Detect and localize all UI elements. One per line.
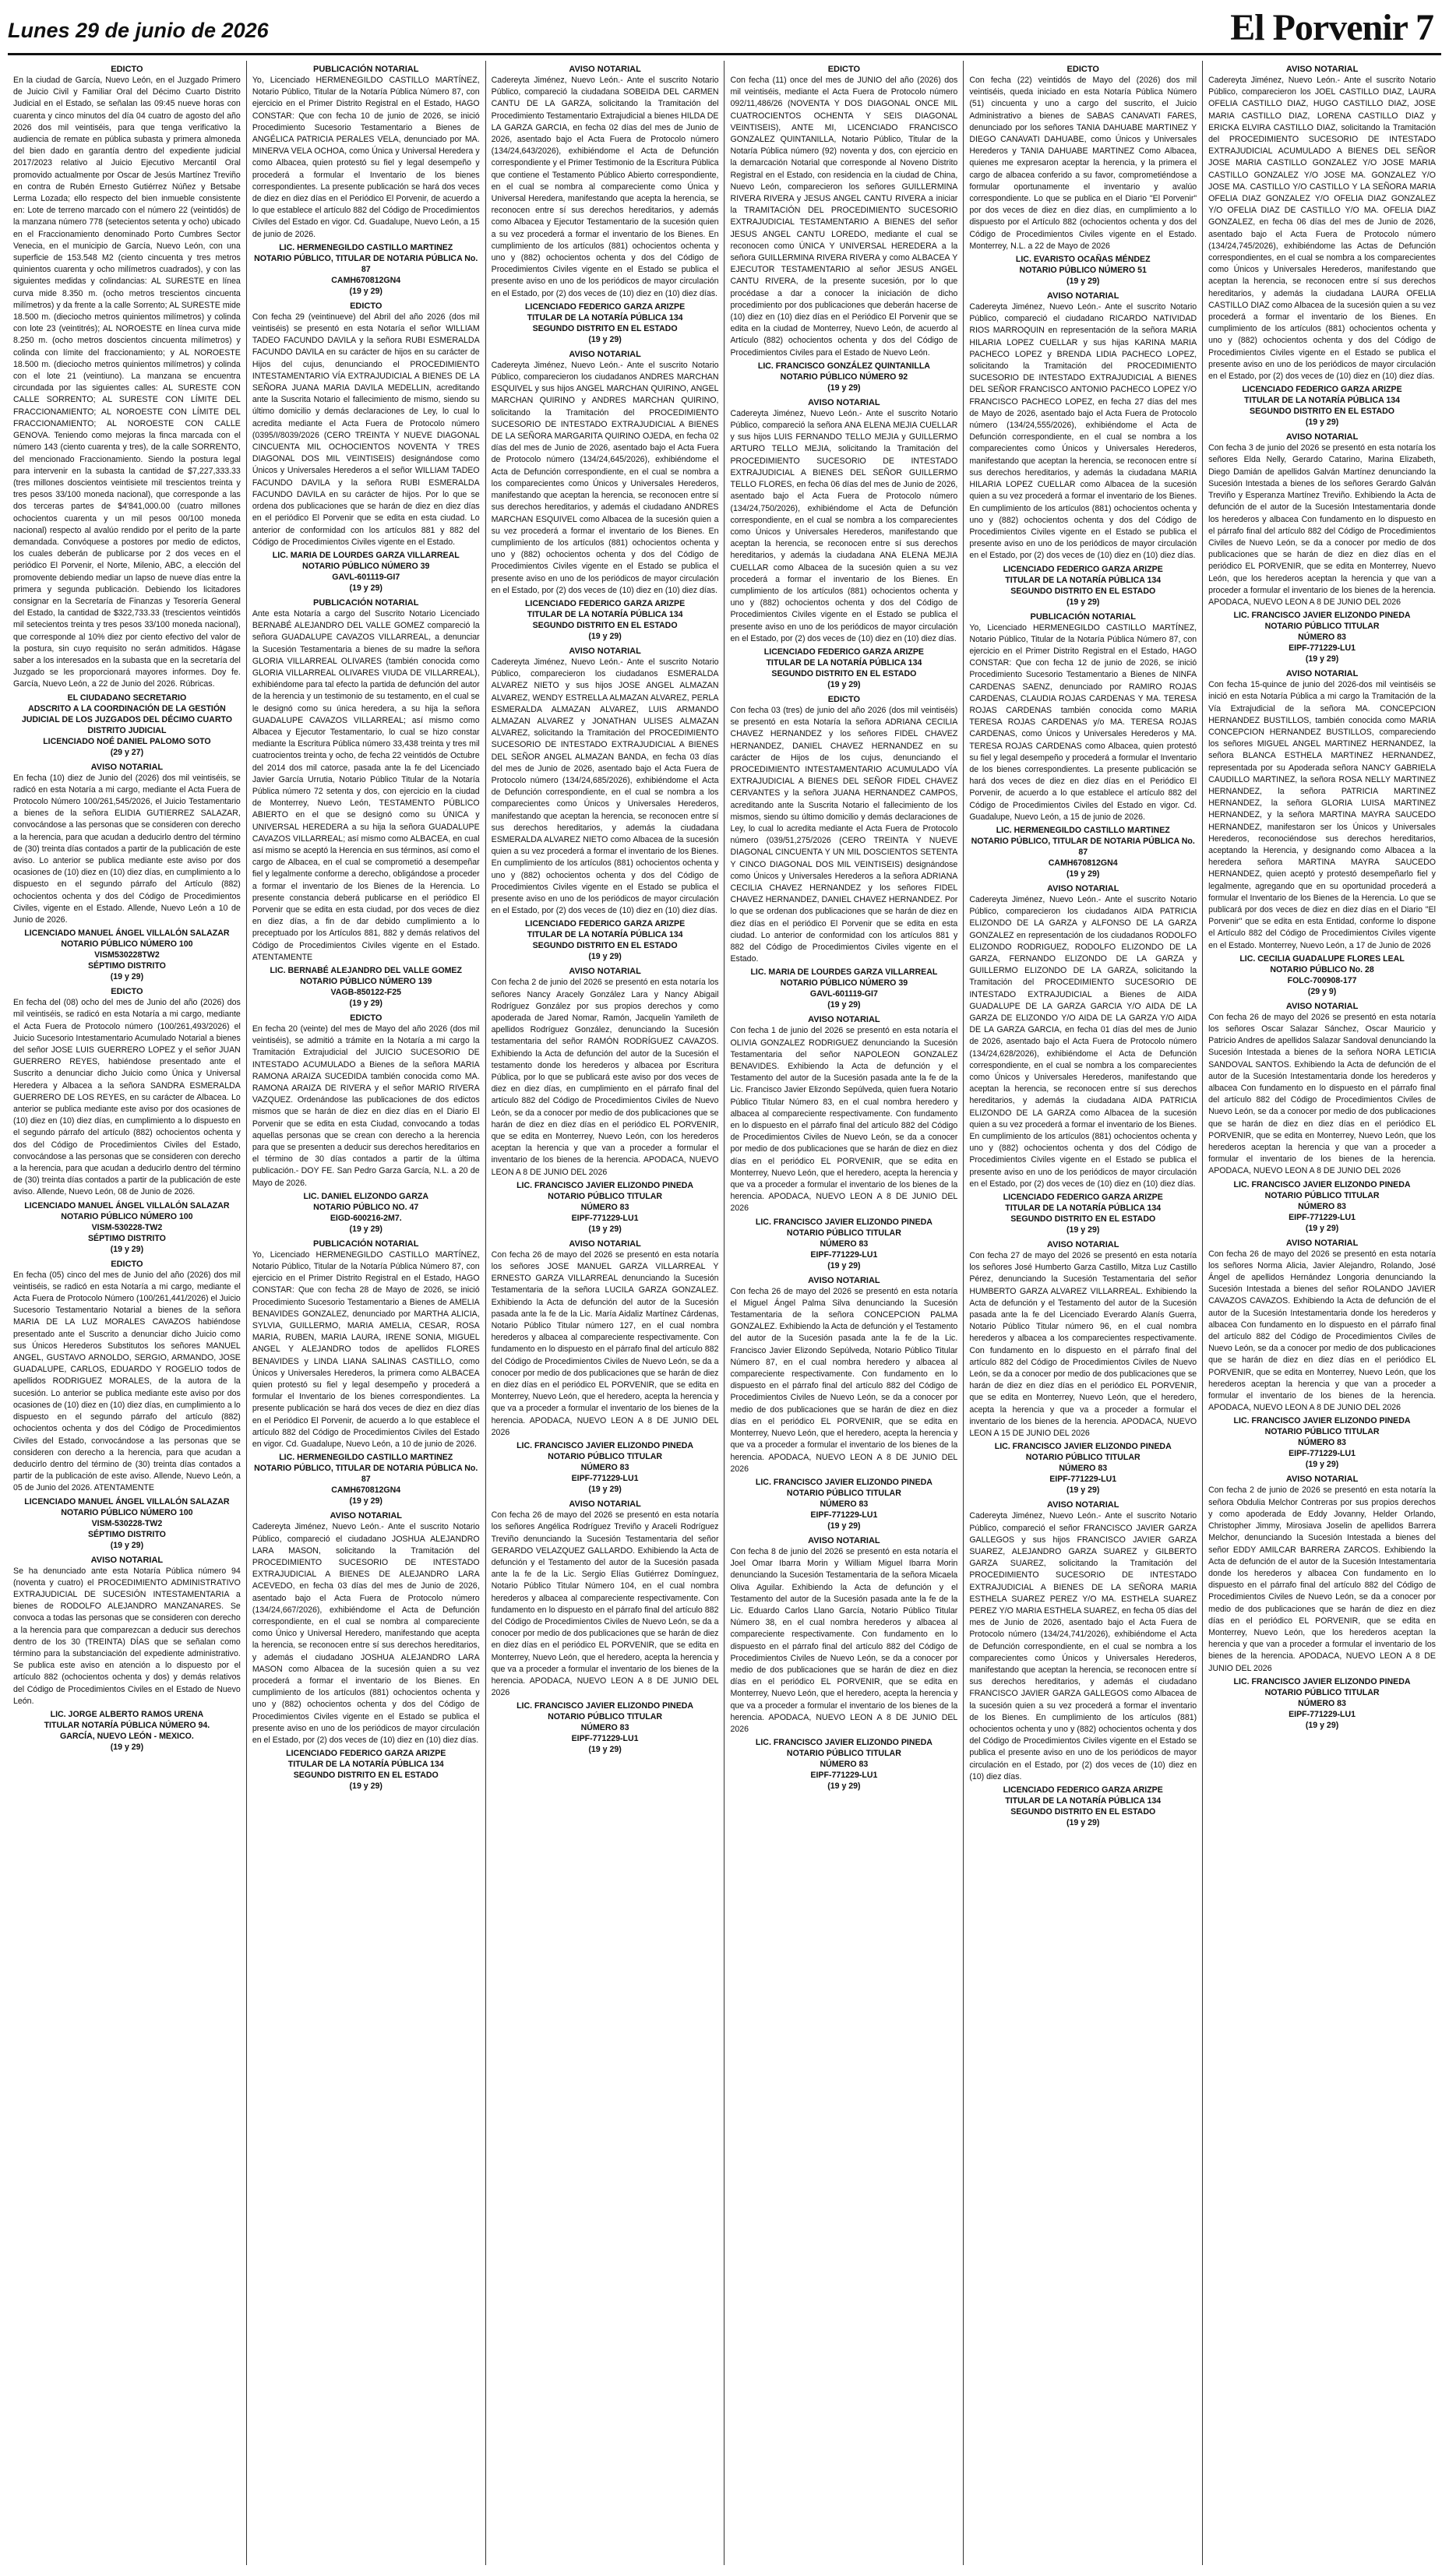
notice-heading: AVISO NOTARIAL [569,1499,641,1510]
notice-signature: LIC. FRANCISCO JAVIER ELIZONDO PINEDA NOTARIO PÚBLICO TITULAR NÚMERO 83 EIPF-771229-LU1 (19 y 29) [516,1441,694,1495]
legal-notice [969,1500,1197,1828]
notice-heading: AVISO NOTARIAL [90,1555,164,1565]
column-5 [964,61,1203,2565]
notice-heading: AVISO NOTARIAL [1046,1240,1119,1250]
notice-body: Yo, Licenciado HERMENEGILDO CASTILLO MARTÍNEZ, Notario Público, Titular de la Notaría Pública Número 87, con ejercicio en el Primer Distrito Registral en el Estado, HAGO CONSTAR: Que con fecha 10 de junio de 2026, se inició Procedimiento Sucesorio Testamentario a Bienes de ANGÉLICA PATRICIA PERALES VELA, denunciado por MA. MINERVA VELA OCHOA, como Única y Universal Heredera y como Albacea, quien protestó su fiel y legal desempeño y procederá a formular el Inventario de los bienes correspondientes. La presente publicación se hará dos veces de diez en diez días en el Periódico El Porvenir, de acuerdo a lo que establece el artículo 882 del Código de Procedimientos Civiles del Estado en vigor. Cd. Guadalupe, Nuevo León, a 15 de junio de 2026. [252,76,480,239]
notice-body: Con fecha 26 de mayo del 2026 se presentó en esta notaría los señores JOSE MANUEL GARZA VILLARREAL Y ERNESTO GARZA VILLARREAL denunciando la Sucesión Testamentaria de la señora LUCILA GARZA GONZALEZ. Exhibiendo la Acta de defunción del autor de la Sucesión pasada ante la fe de la Lic. María Aidaliz Martínez Cárdenas, Notario Público Titular número 127, en el cual nombra herederos y albacea al compareciente respectivamente. Con fundamento en lo dispuesto en el párrafo final del artículo 882 del Código de Procedimientos Civiles de Nuevo León, se da a conocer por medio de dos publicaciones que se harán de diez en diez días en el periódico EL PORVENIR, que se edita en Monterrey, Nuevo León, que el heredero, acepta la herencia y que va a proceder a formular el inventario de los bienes de la herencia. APODACA, NUEVO LEON A 8 DE JUNIO DEL 2026 [491,1249,719,1437]
notice-body: Con fecha 26 de mayo del 2026 se presentó en esta notaría el Miguel Ángel Palma Silva denunciando la Sucesión Testamentaria de la señora CONCEPCION PALMA GONZALEZ. Exhibiendo la Acta de defunción y el Testamento del autor de la Sucesión pasada ante la fe de la Lic. Francisco Javier Elizondo Sepúlveda, Notario Público Titular Número 87, en el cual nombra heredero y albacea al compareciente respectivamente. Con fundamento en lo dispuesto en el párrafo final del artículo 882 del Código de Procedimientos Civiles de Nuevo León, se da a conocer por medio de dos publicaciones que se harán de diez en diez días en el periódico EL PORVENIR, que se edita en Monterrey, Nuevo León, que el heredero, acepta la herencia y que va a proceder a formular el inventario de los bienes de la herencia. APODACA, NUEVO LEON A 8 DE JUNIO DEL 2026 [730,1286,958,1474]
notice-body: Con fecha 1 de junio del 2026 se presentó en esta notaría el OLIVIA GONZALEZ RODRIGUEZ denunciando la Sucesión Testamentaria del señor NAPOLEON GONZALEZ BENAVIDES. Exhibiendo la Acta de defunción y el Testamento del autor de la Sucesión pasada ante la fe de la Lic. Francisco Javier Elizondo Sepúlveda, quien fuera Notario Público Titular Número 83, en el cual nombra heredero y albacea al compareciente respectivamente. Con fundamento en lo dispuesto en el párrafo final del artículo 882 del Código de Procedimientos Civiles de Nuevo León, se da a conocer por medio de dos publicaciones que se harán de diez en diez días en el periódico EL PORVENIR, que se edita en Monterrey, Nuevo León, que el heredero, acepta la herencia y que va a proceder a formular el inventario de los bienes de la herencia. APODACA, NUEVO LEON A 8 DE JUNIO DEL 2026 [730,1026,958,1214]
notice-signature: LICENCIADO MANUEL ÁNGEL VILLALÓN SALAZAR NOTARIO PÚBLICO NÚMERO 100 VISM-530228-TW2 SÉPTIMO DISTRITO (19 y 29) [24,1496,230,1550]
notice-signature: LIC. DANIEL ELIZONDO GARZA NOTARIO PÚBLICO NO. 47 EIGD-600216-2M7. (19 y 29) [303,1191,428,1234]
notice-body: Con fecha 2 de junio de 2026 se presentó en esta notaría la señora Obdulia Melchor Contreras por sus propios derechos y como apoderada de Eddy Jovanny, Helder Orlando, Christopher Jimmy, Mirosiava Joselin de apellidos Barrera Melchor, denunciando la Sucesión Intestada a bienes del señor EDDY AMILCAR BARRERA ZARCOS. Exhibiendo la Acta de defunción de el autor de la Sucesión Intestamentaria donde los herederos y albacea Con fundamento en lo dispuesto en el párrafo final del artículo 882 del Código de Procedimientos Civiles de Nuevo León, se da a conocer por medio de dos publicaciones que se harán de diez en diez días en el periódico EL PORVENIR, que se edita en Monterrey, Nuevo León, que los herederos aceptan la herencia y que van a proceder a formular el inventario de los bienes de la herencia. APODACA, NUEVO LEON A 8 DE JUNIO DEL 2026 [1208,1485,1436,1673]
legal-notice [13,1556,241,1753]
notice-heading: AVISO NOTARIAL [1046,883,1119,893]
legal-notice [1208,432,1436,664]
notice-body: Con fecha (11) once del mes de JUNIO del año (2026) dos mil veintiséis, mediante el Acta Fuera de Protocolo número 092/11,486/26 (NOVENTA Y DOS DIAGONAL ONCE MIL CUATROCIENTOS OCHENTA Y SEIS DIAGONAL VEINTISEIS), ANTE MI, LICENCIADO FRANCISCO GONZALEZ QUINTANILLA, Notario Público, Titular de la Notaría Pública número (92) noventa y dos, con ejercicio en la demarcación Notarial que corresponde al Noveno Distrito Registral en el Estado, con residencia en la ciudad de China, Nuevo León, comparecieron los señores GUILLERMINA RIVERA RIVERA y JESUS ANGEL CANTU RIVERA a iniciar la TRAMITACIÓN DEL PROCEDIMIENTO SUCESORIO EXTRAJUDICIAL TESTAMENTARIO A BIENES del señor JESUS ANGEL CANTU LOREDO, mediante el cual se reconocen como ÚNICA Y UNIVERSAL HEREDERA a la señora GUILLERMINA RIVERA RIVERA y como ALBACEA Y EJECUTOR TESTAMENTARIO al señor JESUS ANGEL CANTU RIVERA, de la presente sucesión, por lo que procédase a dar a conocer la iniciación de dicho procedimiento por dos publicaciones que deberán hacerse de (10) diez en (10) diez días en el Periódico El Porvenir que se edita en la ciudad de Monterrey, Nuevo León, de acuerdo al Artículo (882) ochocientos ochenta y dos del Código de Procedimientos Civiles para el Estado de Nuevo León. [730,76,958,358]
notice-body: Cadereyta Jiménez, Nuevo León.- Ante el suscrito Notario Público, compareció el ciudadano JOSHUA ALEJANDRO LARA MASON, solicitando la Tramitación del PROCEDIMIENTO SUCESORIO DE INTESTADO EXTRAJUDICIAL A BIENES DE ALEJANDRO LARA ACEVEDO, en fecha 03 días del mes de Junio de 2026, asentado bajo el Acta Fuera de Protocolo número (134/24,667/2026), exhibiéndome el Acta de Defunción correspondiente, en el cual se nombra al compareciente como Único y Universal Heredero, manifestando que acepta la herencia, se reconocen entre sí sus derechos hereditarios, y además el ciudadano JOSHUA ALEJANDRO LARA MASON como Albacea de la sucesión quien a su vez procederá a formar el inventario de los Bienes. En cumplimiento de los artículos (881) ochocientos ochenta y uno y (882) ochocientos ochenta y dos del Código de Procedimientos Civiles vigente en el Estado se publica el presente aviso en uno de los periódicos de mayor circulación en el Estado, por (2) dos veces de (10) diez en (10) diez días. [252,1522,480,1745]
notice-signature: EL CIUDADANO SECRETARIO ADSCRITO A LA COORDINACIÓN DE LA GESTIÓN JUDICIAL DE LOS JUZGADOS DEL DÉCIMO CUARTO DISTRITO JUDICIAL LICENCIADO NOÉ DANIEL PALOMO SOTO (29 y 27) [21,692,232,757]
notice-signature: LICENCIADO FEDERICO GARZA ARIZPE TITULAR DE LA NOTARÍA PÚBLICA 134 SEGUNDO DISTRITO EN EL ESTADO (19 y 29) [524,598,686,641]
legal-notice [252,65,480,297]
notice-heading: PUBLICACIÓN NOTARIAL [313,597,419,608]
notice-body: Con fecha 29 (veintinueve) del Abril del año 2026 (dos mil veintiséis) se presentó en esta Notaría el señor WILLIAM TADEO FACUNDO DAVILA y la señora RUBI ESMERALDA FACUNDO DAVILA en su carácter de hijos en su carácter de Hijos del cujus, denunciando el PROCEDIMIENTO INTESTAMENTARIO VÍA EXTRAJUDICIAL A BIENES DE LA SEÑORA JUANA MARIA DAVILA MEDELLIN, acreditando ante la Suscrita Notario el fallecimiento de mismo, siendo su último domicilio y demás declaraciones de Ley, lo cual lo acredita mediante el Acta Fuera de Protocolo número (0395/I/8039/2026 (CERO TREINTA Y NUEVE DIAGONAL CINCUENTA MIL OCHOCIENTOS NOVENTA Y TRES DIAGONAL DOS MIL VEINTISEIS) designándose como Únicos y Universales Herederos a el señor WILLIAM TADEO FACUNDO DAVILA y la señora RUBI ESMERALDA FACUNDO DAVILA en su carácter de hijos. Por lo que se ordena dos publicaciones que se harán de diez en diez días en el periódico El Porvenir que se edita en esta ciudad. Lo anterior de conformidad con los artículos 881 y 882 del Código de Procedimientos Civiles vigente en el Estado. [252,312,480,547]
legal-notice [969,291,1197,607]
column-4 [724,61,964,2565]
notice-body: En fecha (05) cinco del mes de Junio del año (2026) dos mil veintiséis, se radicó en esta Notaría a mi cargo, mediante el Acta Fuera de Protocolo Número (100/261,441/2026) el Juicio Sucesorio Testamentario Notarial a bienes de la señora MARIA DE LA LUZ MORALES CAVAZOS habiéndose presentado ante el Suscrito a denunciar dicho Juicio como sus Únicos Herederos Substitutos los señores MANUEL ANGEL, GUSTAVO ARNOLDO, SERGIO, ARMANDO, JOSE GUADALUPE, CARLOS, EDUARDO Y ROGELIO todos de apellidos RODRIGUEZ MORALES, de la autora de la sucesión. Lo anterior se publica mediante este aviso por dos ocasiones de (10) diez en (10) diez días, en cumplimiento a lo dispuesto en el segundo párrafo del artículo (882) ochocientos ochenta y dos del Código de Procedimientos Civiles del Estado, convocándose a las personas que se consideren con derecho a la herencia, para que acudan a deducirlo dentro del término de (30) treinta días contados a partir de la publicación de este aviso. Allende, Nuevo León, a 05 de Junio del 2026. ATENTAMENTE [13,1270,241,1493]
notice-signature: LIC. FRANCISCO JAVIER ELIZONDO PINEDA NOTARIO PÚBLICO TITULAR NÚMERO 83 EIPF-771229-LU1 (19 y 29) [1233,611,1411,664]
legal-notice [730,1536,957,1792]
legal-notice [730,398,957,690]
notice-body: En fecha 20 (veinte) del mes de Mayo del año 2026 (dos mil veintiséis), se admitió a trámite en la Notaría a mi cargo la Tramitación Extrajudicial del JUICIO SUCESORIO DE INTESTADO ACUMULADO a Bienes de la señora MARIA RAMONA ARAIZA SUCEDIDA también conocida como MA. RAMONA ARAIZA DE RIVERA y el señor MARIO RIVERA VAZQUEZ. Ordenándose las publicaciones de dos edictos mismos que se harán de diez en diez días en el Diario El Porvenir que se edita en esta Ciudad, convocando a todas aquellas personas que se crean con derecho a la herencia para que se presenten a deducir sus derechos hereditarios en el término de 30 días contados a partir de la última publicación.- DOY FE. San Pedro Garza García, N.L. a 20 de Mayo de 2026. [252,1024,480,1188]
notice-signature: LICENCIADO FEDERICO GARZA ARIZPE TITULAR DE LA NOTARÍA PÚBLICA 134 SEGUNDO DISTRITO EN EL ESTADO (19 y 29) [1003,1785,1163,1827]
notice-signature: LICENCIADO FEDERICO GARZA ARIZPE TITULAR DE LA NOTARÍA PÚBLICA 134 SEGUNDO DISTRITO EN EL ESTADO (19 y 29) [763,647,924,689]
notice-body: Cadereyta Jiménez, Nuevo León.- Ante el suscrito Notario Público, comparecieron los ciudadanos AIDA PATRICIA ELIZONDO DE LA GARZA y ALFONSO DE LA GARZA GONZALEZ en representación de los ciudadanos RODOLFO ELIZONDO RODRIGUEZ, RODOLFO ELIZONDO DE LA GARZA, FERNANDO ELIZONDO DE LA GARZA y GUILLERMO ELIZONDO DE LA GARZA, solicitando la Tramitación del PROCEDIMIENTO SUCESORIO DE INTESTADO EXTRAJUDICIAL a Bienes de AIDA GUADALUPE DE LA GARZA GARCIA Y/O AIDA DE LA GARZA DE ELIZONDO Y/O AIDA DE LA GARZA Y/O AIDA DE LA GARZA GARCIA, en fecha 01 días del mes de Junio de 2026, asentado bajo el Acta Fuera de Protocolo número (134/24,628/2026), exhibiéndome el Acta de Defunción correspondiente, en el cual se nombra a los comparecientes como Únicos y Universales Herederos, manifestando que aceptan la herencia, se reconocen entre sí sus derechos hereditarios, y además la ciudadana AIDA PATRICIA ELIZONDO DE LA GARZA como Albacea de la sucesión quien a su vez procederá a formar el inventario de los Bienes. En cumplimiento de los artículos (881) ochocientos ochenta y uno y (882) ochocientos ochenta y dos del Código de Procedimientos Civiles vigente en el Estado se publica el presente aviso en uno de los periódicos de mayor circulación en el Estado, por (2) dos veces de (10) diez en (10) diez días. [969,894,1197,1189]
notice-signature: LIC. FRANCISCO JAVIER ELIZONDO PINEDA NOTARIO PÚBLICO TITULAR NÚMERO 83 EIPF-771229-LU1 (19 y 29) [755,1217,933,1270]
notice-body: En fecha (10) diez de Junio del (2026) dos mil veintiséis, se radicó en esta Notaría a mi cargo, mediante el Acta Fuera de Protocolo Número 100/261,545/2026, el Juicio Testamentario a bienes de la señora ELIDIA GUTIERREZ SALAZAR, convocándose a las personas que se consideren con derecho a la herencia, para que acudan a deducirlo dentro del término de (30) treinta días contados a partir de la publicación de este aviso. Lo anterior se publica mediante este aviso por dos ocasiones de (10) diez en (10) diez días, en cumplimiento a lo dispuesto en el segundo párrafo del Artículo (882) ochocientos ochenta y dos del Código de Procedimientos Civiles, vigente en el Estado. Allende, Nuevo León a 10 de Junio de 2026. [13,773,241,925]
legal-notice [13,987,241,1254]
notice-signature: LIC. HERMENEGILDO CASTILLO MARTINEZ NOTARIO PÚBLICO, TITULAR DE NOTARIA PÚBLICA No. 87 CAMH670812GN4 (19 y 29) [254,242,478,296]
notice-heading: AVISO NOTARIAL [1285,669,1359,679]
notice-signature: LIC. FRANCISCO JAVIER ELIZONDO PINEDA NOTARIO PÚBLICO TITULAR NÚMERO 83 EIPF-771229-LU1 (19 y 29) [1233,1179,1411,1233]
legal-notice [730,65,957,393]
notice-heading: AVISO NOTARIAL [1285,65,1359,74]
notice-heading: AVISO NOTARIAL [569,646,641,656]
notice-heading: PUBLICACIÓN NOTARIAL [1030,611,1136,622]
notice-signature: LIC. MARIA DE LOURDES GARZA VILLARREAL NOTARIO PÚBLICO NÚMERO 39 GAVL-601119-GI7 (19 y 29) [750,967,938,1010]
legal-notice [969,884,1197,1235]
notice-signature: LIC. HERMENEGILDO CASTILLO MARTINEZ NOTARIO PÚBLICO, TITULAR DE NOTARIA PÚBLICA No. 87 CAMH670812GN4 (19 y 29) [971,825,1195,879]
notice-body: Con fecha 3 de junio del 2026 se presentó en esta notaría los señores Elda Nelly, Gerardo Catarino, Marina Elizabeth, Diego Damián de apellidos Galván Martínez denunciando la Sucesión Intestada a bienes de los señores Gerardo Galván Treviño y Esperanza Martínez Treviño. Exhibiendo la Acta de defunción de el autor de la Sucesión Intestamentaria donde los herederos y albacea Con fundamento en lo dispuesto en el párrafo final del artículo 882 del Código de Procedimientos Civiles de Nuevo León, se da a conocer por medio de dos publicaciones que se harán de diez en diez días en el periódico EL PORVENIR, que se edita en Monterrey, Nuevo León, que los herederos aceptan la herencia y que van a proceder a formular el inventario de los bienes de la herencia. APODACA, NUEVO LEON A 8 DE JUNIO DEL 2026 [1208,443,1436,607]
notice-signature: LICENCIADO MANUEL ÁNGEL VILLALÓN SALAZAR NOTARIO PÚBLICO NÚMERO 100 VISM-530228-TW2 SÉPTIMO DISTRITO (19 y 29) [24,1200,230,1254]
notice-body: En fecha del (08) ocho del mes de Junio del año (2026) dos mil veintiséis, se radicó en esta Notaría a mi cargo, mediante el Acta Fuera de Protocolo número (100/261,493/2026) el Juicio Sucesorio Intestamentario Acumulado Notarial a bienes del señor JOSE LUIS GUERRERO LOPEZ y el señor JUAN GUERRERO REYES, habiéndose presentado ante el Suscrito a denunciar dicho Juicio como Única y Universal Heredera y Albacea a la señora SANDRA ESMERALDA GUERRERO DE LOS REYES, en su carácter de Albacea. Lo anterior se publica mediante este aviso por dos ocasiones de (10) diez en (10) diez días, en cumplimiento a lo dispuesto en el segundo párrafo del artículo (882) ochocientos ochenta y dos del Código de Procedimientos Civiles del Estado, convocándose a las personas que se consideren con derecho a la herencia, para que acudan a deducirlo dentro del término de (30) treinta días contados a partir de la publicación de este aviso. Allende, Nuevo León, 08 de Junio de 2026. [13,998,241,1197]
notice-heading: PUBLICACIÓN NOTARIAL [313,65,419,74]
legal-notice [1208,669,1436,997]
notice-heading: AVISO NOTARIAL [808,397,880,407]
notice-body: Con fecha 27 de mayo del 2026 se presentó en esta notaría los señores José Humberto Garza Castillo, Mitza Luz Castillo Pérez, denunciando la Sucesión Testamentaria del señor HUMBERTO GARZA ALVAREZ VILLARREAL. Exhibiendo la Acta de defunción y el Testamento del autor de la Sucesión pasada ante la fe del Licenciado Everardo Alanís Guerra, Notario Público Titular número 96, en el cual nombra herederos y albacea a los comparecientes respectivamente. Con fundamento en lo dispuesto en el párrafo final del artículo 882 del Código de Procedimientos Civiles de Nuevo León, se da a conocer por medio de dos publicaciones que se harán de diez en diez días en el periódico EL PORVENIR, que se edita en Monterrey, Nuevo León, que el heredero, acepta la herencia y que va a proceder a formular el inventario de los bienes de la herencia. APODACA, NUEVO LEON A 15 DE JUNIO DEL 2026 [969,1251,1197,1439]
notice-signature: LIC. CECILIA GUADALUPE FLORES LEAL NOTARIO PÚBLICO No. 28 FOLC-700908-177 (29 y 9) [1239,953,1405,996]
notice-body: Ante esta Notaría a cargo del Suscrito Notario Licenciado BERNABÉ ALEJANDRO DEL VALLE GOMEZ compareció la señora GUADALUPE CAVAZOS VILLARREAL, a denunciar la Sucesión Testamentaria a bienes de su madre la señora GLORIA VILLARREAL OLIVARES (también conocida como GLORIA VILLARREAL OLIVARES VIUDA DE VILLARREAL), exhibiéndome para tal efecto la partida de defunción del autor de la herencia y un testimonio de su testamento, en el cual se le designó como su única heredera, a su hija la señora GUADALUPE CAVAZOS VILLARREAL; así mismo como Albacea y Ejecutor Testamentario, lo cual se hizo constar mediante la Escritura Pública número 33,438 treinta y tres mil cuatrocientos treinta y ocho, de fecha 22 veintidós de Octubre del 2014 dos mil catorce, pasada ante la fe del Licenciado Javier García Urrutia, Notario Público Titular de la Notaría Pública número 72 setenta y dos, con ejercicio en la ciudad de Monterrey, Nuevo León, TESTAMENTO PÚBLICO ABIERTO en el que se designó como su ÚNICA y UNIVERSAL HEREDERA a su hija la señora GUADALUPE CAVAZOS VILLARREAL; así mismo como ALBACEA, en cual así mismo se aceptó la Herencia en sus términos, así como el cargo de Albacea, en el cual se comprometió a desempeñar fiel y legalmente conforme a derecho, obligándose a proceder a formar el inventario de los Bienes de la Herencia. Lo presente constancia deberá publicarse en el periódico El Porvenir que se edita en esta ciudad, por dos veces de diez en diez días, a fin de dar debido cumplimiento a lo preceptuado por los Artículos 881, 882 y demás relativos del Código de Procedimientos Civiles vigente en el Estado. ATENTAMENTE [252,608,480,962]
notice-heading: AVISO NOTARIAL [1285,432,1359,442]
notice-heading: AVISO NOTARIAL [808,1535,880,1545]
notice-signature: LICENCIADO FEDERICO GARZA ARIZPE TITULAR DE LA NOTARÍA PÚBLICA 134 SEGUNDO DISTRITO EN EL ESTADO (19 y 29) [1242,385,1402,428]
notice-signature: LICENCIADO FEDERICO GARZA ARIZPE TITULAR DE LA NOTARÍA PÚBLICA 134 SEGUNDO DISTRITO EN EL ESTADO (19 y 29) [286,1749,446,1792]
notice-heading: AVISO NOTARIAL [1285,1238,1359,1248]
notice-heading: AVISO NOTARIAL [1285,1001,1359,1011]
notice-body: Con fecha 8 de junio del 2026 se presentó en esta notaría el Joel Omar Ibarra Morin y William Miguel Ibarra Morin denunciando la Sucesión Testamentaria de la señora Micaela Oliva Aguilar. Exhibiendo la Acta de defunción y el Testamento del autor de la Sucesión pasada ante la fe de la Lic. Eduardo Carlos Llano García, Notario Público Titular Número 38, en el cual nombra herederos y albacea al compareciente respectivamente. Con fundamento en lo dispuesto en el párrafo final del artículo 882 del Código de Procedimientos Civiles de Nuevo León, se da a conocer por medio de dos publicaciones que se harán de diez en diez días en el periódico EL PORVENIR, que se edita en Monterrey, Nuevo León, que el heredero, acepta la herencia y que va a proceder a formular el inventario de los bienes de la herencia. APODACA, NUEVO LEON A 8 DE JUNIO DEL 2026 [730,1546,958,1734]
legal-notice [730,695,957,1010]
notice-body: En la ciudad de García, Nuevo León, en el Juzgado Primero de Juicio Civil y Familiar Oral del Décimo Cuarto Distrito Judicial en el Estado, se señalan las 09:45 nueve horas con cuarenta y cinco minutos del día 04 cuatro de agosto del año 2026 dos mil veintiséis, para que tenga verificativo la audiencia de remate en pública subasta y primera almoneda del bien dado en garantía dentro del expediente judicial 2017/2023 relativo al Juicio Ejecutivo Mercantil Oral promovido actualmente por Oscar de Jesús Martínez Treviño en contra de Rubén Ernesto Gutiérrez Núñez y Betsabe Lerma Lozada; ello respecto del bien inmueble consistente en: Lote de terreno marcado con el número 22 (veintidós) de la manzana número 778 (setecientos setenta y ocho) ubicado en el Fraccionamiento denominado Porto Cumbres Sector Venecia, en el municipio de García, Nuevo León, con una superficie de 153.548 M2 (ciento cincuenta y tres metros quinientos cuarenta y ocho milímetros cuadrados), y con las siguientes medidas y colindancias: AL SURESTE en línea curva mide 8.350 m. (ocho metros trescientos cincuenta milímetros) y da frente a la calle Sorrento; AL SURESTE mide 18.500 m. (dieciocho metros quinientos milímetros) y colinda con lote 23 (veintitrés); AL NOROESTE en línea curva mide 8.250 m. (ocho metros doscientos cincuenta milímetros) y colinda con límite del fraccionamiento; y AL NOROESTE 18.500 m. (dieciocho metros quinientos milímetros) y colinda con el lote 21 (veintiuno). La manzana se encuentra circundada por las siguientes calles: AL SURESTE CON CALLE SORRENTO; AL SURESTE CON LÍMITE DEL FRACCIONAMIENTO; AL NOROESTE CON LÍMITE DEL FRACCIONAMIENTO; AL NOROESTE CON CALLE GENOVA. Teniendo como mejoras la finca marcada con el número 143 (ciento cuarenta y tres), de la calle SORRENTO, del mencionado Fraccionamiento. Siendo la postura legal para intervenir en la subasta la cantidad de $7,227,333.33 (tres millones doscientos veintisiete mil trescientos treinta y tres pesos 33/100 moneda nacional), que corresponde a las dos terceras partes de $4'841,000.00 (cuatro millones ochocientos cuarenta y un mil pesos 00/100 moneda nacional) respecto al avalúo rendido por el perito de la parte demandada. Convóquese a postores por medio de edictos, los cuales deberán de publicarse por 2 dos veces en el periódico El Porvenir, el Norte, Milenio, ABC, a elección del promovente debiendo mediar un lapso de nueve días entre la primera y segunda publicación. Debiendo los licitadores consignar en la Secretaría de Finanzas y Tesorería General del Estado, la cantidad de $322,733.33 (trescientos veintidós mil setecientos treinta y tres pesos 33/100 moneda nacional), que corresponde al 10% diez por ciento efectivo del valor de la postura, sin cuyo requisito no serán admitidos. Hágase saber a los interesados en la subasta que en la secretaría del Juzgado se les proporcionará mayores informes. Doy fe. García, Nuevo León, a 22 de Junio del 2026. Rúbricas. [13,76,241,689]
column-1 [8,61,247,2565]
legal-notice [252,1511,480,1792]
notice-body: Cadereyta Jiménez, Nuevo León.- Ante el suscrito Notario Público, compareció el señor FRANCISCO JAVIER GARZA GALLEGOS y sus hijos FRANCISCO JAVIER GARZA SUAREZ, ALEJANDRO GARZA SUAREZ y GILBERTO GARZA SUAREZ, solicitando la Tramitación del PROCEDIMIENTO SUCESORIO DE INTESTADO EXTRAJUDICIAL A BIENES DE LA SEÑORA MARIA ESTHELA SUAREZ PEREZ Y/O MA. ESTHELA SUAREZ PEREZ Y/O MARIA ESTHELA SUAREZ, en fecha 05 días del mes de Junio de 2026, asentado bajo el Acta Fuera de Protocolo número (134/24,741/2026), exhibiéndome el Acta de Defunción correspondiente, en el cual se nombra a los comparecientes como Únicos y Universales Herederos, manifestando que aceptan la herencia, se reconocen entre sí sus derechos hereditarios, y además el ciudadano FRANCISCO JAVIER GARZA GALLEGOS como Albacea de la sucesión quien a su vez procederá a formar el inventario de los Bienes. En cumplimiento de los artículos (881) ochocientos ochenta y uno y (882) ochocientos ochenta y dos del Código de Procedimientos Civiles vigente en el Estado se publica el presente aviso en uno de los periódicos de mayor circulación en el Estado, por (2) dos veces de (10) diez en (10) diez días. [969,1511,1197,1781]
notice-heading: AVISO NOTARIAL [808,1015,880,1025]
notice-signature: LICENCIADO FEDERICO GARZA ARIZPE TITULAR DE LA NOTARÍA PÚBLICA 134 SEGUNDO DISTRITO EN EL ESTADO (19 y 29) [1003,564,1163,607]
notice-signature: LIC. FRANCISCO JAVIER ELIZONDO PINEDA NOTARIO PÚBLICO TITULAR NÚMERO 83 EIPF-771229-LU1 (19 y 29) [755,1738,933,1792]
notice-body: Con fecha 2 de junio del 2026 se presentó en esta notaría los señores Nancy Aracely González Lara y Nancy Abigail Rodríguez González por sus propios derechos y como apoderada de Jared Nomar, Ramón, Jacquelin Yamileth de apellidos Rodríguez González, denunciando la Sucesión testamentaria del señor RAMÓN RODRÍGUEZ CAVAZOS. Exhibiendo la Acta de defunción del autor de la Sucesión el testamento donde los herederos y albacea por Escritura Pública, por lo que se publicará este aviso por dos veces de diez en diez días, en cumplimiento en el párrafo final del artículo 882 del Código de Procedimientos Civiles de Nuevo León, se da a conocer por medio de dos publicaciones que se harán de diez en diez días en el periódico EL PORVENIR, que se edita en Monterrey, Nuevo León, con los herederos aceptan la herencia y que van a proceder a formular el inventario de los bienes de la herencia. APODACA, NUEVO LEON A 8 DE JUNIO DEL 2026 [491,978,719,1177]
legal-notice [13,1260,241,1551]
legal-notice [13,65,241,758]
notice-heading: AVISO NOTARIAL [1046,1500,1119,1510]
legal-notice [1208,1239,1436,1471]
legal-notice [492,967,719,1234]
legal-notice [969,612,1197,879]
notice-heading: EDICTO [827,694,861,704]
notice-body: Cadereyta Jiménez, Nuevo León.- Ante el suscrito Notario Público, compareció la ciudadana SOBEIDA DEL CARMEN CANTU DE LA GARZA, solicitando la Tramitación del Procedimiento Testamentario Extrajudicial a bienes HILDA DE LA GARZA GARCIA, en fecha 02 días del mes de Junio de 2026, asentado bajo el Acta Fuera de Protocolo número (134/24,643/2026), exhibiéndome el Acta de Defunción correspondiente y el Primer Testimonio de la Escritura Pública que contiene el Testamento Público Abierto correspondiente, en el cual se nombra al compareciente como Única y Universal Heredera, manifestando que acepta la herencia, se reconocen entre sí sus derechos hereditarios, y además como Albacea y Ejecutor Testamentario de la sucesión quien a su vez procederá a formar el inventario de los Bienes. En cumplimiento de los artículos (881) ochocientos ochenta y uno y (882) ochocientos ochenta y dos del Código de Procedimientos Civiles vigente en el Estado se publica el presente aviso en uno de los periódicos de mayor circulación en el Estado, por (2) dos veces de (10) diez en (10) diez días. [491,76,719,298]
notice-signature: LIC. FRANCISCO JAVIER ELIZONDO PINEDA NOTARIO PÚBLICO TITULAR NÚMERO 83 EIPF-771229-LU1 (19 y 29) [994,1442,1172,1496]
notice-body: Con fecha 26 de mayo del 2026 se presentó en esta notaría los señores Angélica Rodríguez Treviño y Araceli Rodríguez Treviño denunciando la Sucesión Testamentaria del señor GERARDO VELAZQUEZ GALLARDO. Exhibiendo la Acta de defunción y el Testamento del autor de la Sucesión pasada ante la fe de la Lic. Sergio Elías Gutiérrez Domínguez, Notario Público Titular Número 104, en el cual nombra herederos y albacea al compareciente respectivamente. Con fundamento en lo dispuesto en el párrafo final del artículo 882 del Código de Procedimientos Civiles de Nuevo León, se da a conocer por medio de dos publicaciones que se harán de diez en diez días en el periódico EL PORVENIR, que se edita en Monterrey, Nuevo León, que el heredero, acepta la herencia y que va a proceder a formular el inventario de los bienes de la herencia. APODACA, NUEVO LEON A 8 DE JUNIO DEL 2026 [491,1510,719,1698]
notice-heading: AVISO NOTARIAL [1046,291,1119,301]
notice-body: Se ha denunciado ante esta Notaría Pública número 94 (noventa y cuatro) el PROCEDIMIENTO ADMINISTRATIVO EXTRAJUDICIAL DE SUCESIÓN INTESTAMENTARIA a bienes de RODOLFO ALEJANDRO MANZANARES. Se convoca a todas las personas que se consideren con derecho a la herencia para que comparezcan a deducir sus derechos dentro de los 30 (TREINTA) DÍAS que se señalan como término para la substanciación del expediente administrativo. Se publica este aviso en atención a lo dispuesto por el artículo 882 (ochocientos ochenta y dos) y demás relativos del Código de Procedimientos Civiles en el Estado de Nuevo León. [13,1566,241,1706]
legal-notice [1208,1002,1436,1234]
legal-notice [492,350,719,642]
legal-notice [1208,1475,1436,1730]
notice-heading: EDICTO [350,301,383,311]
masthead [8,2,1441,58]
notice-body: Cadereyta Jiménez, Nuevo León.- Ante el suscrito Notario Público, comparecieron los ciudadanos ANDRES MARCHAN ESQUIVEL y sus hijos ANGEL MARCHAN QUIRINO, ANGEL MARCHAN QUIRINO y ANDRES MARCHAN QUIRINO, solicitando la Tramitación del PROCEDIMIENTO SUCESORIO DE INTESTADO EXTRAJUDICIAL A BIENES DE LA SEÑORA MARGARITA QUIRINO OJEDA, en fecha 02 días del mes de Junio de 2026, asentado bajo el Acta Fuera de Protocolo número (134/24,645/2026), exhibiéndome el Acta de Defunción correspondiente, en el cual se nombra a los comparecientes como Únicos y Universales Herederos, manifestando que aceptan la herencia, se reconocen entre sí sus derechos hereditarios, y además el ciudadano ANDRES MARCHAN ESQUIVEL como Albacea de la sucesión quien a su vez procederá a formar el inventario de los Bienes. En cumplimiento de los artículos (881) ochocientos ochenta y uno y (882) ochocientos ochenta y dos del Código de Procedimientos Civiles vigente en el Estado se publica el presente aviso en uno de los periódicos de mayor circulación en el Estado, por (2) dos veces de (10) diez en (10) diez días. [491,360,719,595]
notice-signature: LIC. FRANCISCO JAVIER ELIZONDO PINEDA NOTARIO PÚBLICO TITULAR NÚMERO 83 EIPF-771229-LU1 (19 y 29) [516,1180,694,1234]
column-3 [486,61,725,2565]
notices-columns [8,61,1441,2565]
notice-heading: AVISO NOTARIAL [808,1275,880,1285]
notice-body: Cadereyta Jiménez, Nuevo León.- Ante el suscrito Notario Público, comparecieron los ciudadanos ESMERALDA ALVAREZ NIETO y sus hijos JOSE ANGEL ALMAZAN ALVAREZ, WENDY ESTRELLA ALMAZAN ALVAREZ, PERLA ESMERALDA ALMAZAN ALVAREZ, LUIS ARMANDO ALMAZAN ALVAREZ y JONATHAN ULISES ALMAZAN ALVAREZ, solicitando la Tramitación del PROCEDIMIENTO SUCESORIO DE INTESTADO EXTRAJUDICIAL A BIENES DEL SEÑOR ANGEL ALMAZAN BANDA, en fecha 03 días del mes de Junio de 2026, asentado bajo el Acta Fuera de Protocolo número (134/24,685/2026), exhibiéndome el Acta de Defunción correspondiente, en el cual se nombra a los comparecientes como Únicos y Universales Herederos, manifestando que aceptan la herencia, se reconocen entre sí sus derechos hereditarios, y además la ciudadana ESMERALDA ALVAREZ NIETO como Albacea de la sucesión quien a su vez procederá a formar el inventario de los Bienes. En cumplimiento de los artículos (881) ochocientos ochenta y uno y (882) ochocientos ochenta y dos del Código de Procedimientos Civiles vigente en el Estado se publica el presente aviso en uno de los periódicos de mayor circulación en el Estado, por (2) dos veces de (10) diez en (10) diez días. [491,657,719,916]
notice-body: Cadereyta Jiménez, Nuevo León.- Ante el suscrito Notario Público, comparecieron los JOEL CASTILLO DIAZ, LAURA OFELIA CASTILLO DIAZ, HUGO CASTILLO DIAZ, JOSE MARIA CASTILLO DIAZ, LORENA CASTILLO DIAZ y ERICKA ELVIRA CASTILLO DIAZ, solicitando la Tramitación del PROCEDIMIENTO SUCESORIO DE INTESTADO EXTRAJUDICIAL ACUMULADO A BIENES DEL SEÑOR JOSE MARIA CASTILLO GONZALEZ Y/O JOSE MARIA CASTILLO GONZALEZ Y/O JOSE MA. GONZALEZ Y/O JOSE MA. CASTILLO Y/O CASTILLO Y LA SEÑORA MARIA OFELIA DIAZ GONZALEZ Y/O OFELIA DIAZ GONZALEZ Y/O OFELIA DIAZ DE CASTILLO Y/O MA. OFELIA DIAZ GONZALEZ, en fecha 06 días del mes de Junio de 2026, asentado bajo el Acta Fuera de Protocolo número (134/24,745/2026), exhibiéndome las Actas de Defunción correspondientes, en el cual se nombra a los comparecientes como Únicos y Universales Herederos, manifestando que aceptan la herencia, se reconocen entre sí sus derechos hereditarios, y además la ciudadana LAURA OFELIA CASTILLO DIAZ como Albacea de la sucesión quien a su vez procederá a formar el inventario de los Bienes. En cumplimiento de los artículos (881) ochocientos ochenta y uno y (882) ochocientos ochenta y dos del Código de Procedimientos Civiles vigente en el Estado se publica el presente aviso en uno de los periódicos de mayor circulación en el Estado, por (2) dos veces de (10) diez en (10) diez días. [1208,76,1436,382]
issue-date: Lunes 29 de junio de 2026 [8,19,269,42]
notice-heading: EDICTO [350,1013,383,1023]
notice-signature: LICENCIADO FEDERICO GARZA ARIZPE TITULAR DE LA NOTARÍA PÚBLICA 134 SEGUNDO DISTRITO EN EL ESTADO (19 y 29) [524,919,686,962]
notice-heading: AVISO NOTARIAL [569,1239,641,1249]
notice-heading: AVISO NOTARIAL [569,967,641,977]
notice-signature: LIC. FRANCISCO JAVIER ELIZONDO PINEDA NOTARIO PÚBLICO TITULAR NÚMERO 83 EIPF-771229-LU1 (19 y 29) [1233,1676,1411,1730]
legal-notice [730,1276,957,1531]
notice-body: Yo, Licenciado HERMENEGILDO CASTILLO MARTÍNEZ, Notario Público, Titular de la Notaría Pública Número 87, con ejercicio en el Primer Distrito Registral en el Estado, HAGO CONSTAR: Que con fecha 12 de junio de 2026, se inició Procedimiento Sucesorio Testamentario a Bienes de NINFA CARDENAS SAENZ, denunciado por RAMIRO ROJAS CARDENAS, CLAUDIA ROJAS CARDENAS Y MA. TERESA ROJAS CARDENAS también conocida como MARIA TERESA ROJAS CARDENAS y/o MA. TERESA ROJAS CARDENAS, como Únicos y Universales Herederos y MA. TERESA ROJAS CARDENAS como Albacea, quien protestó su fiel y legal desempeño y procederá a formular el Inventario de los bienes correspondientes. La presente publicación se hará dos veces de diez en diez días en el Periódico El Porvenir, de acuerdo a lo que establece el artículo 882 del Código de Procedimientos Civiles del Estado en vigor. Cd. Guadalupe, Nuevo León, a 15 de junio de 2026. [969,622,1197,822]
legal-notice [492,647,719,962]
notice-signature: LIC. FRANCISCO JAVIER ELIZONDO PINEDA NOTARIO PÚBLICO TITULAR NÚMERO 83 EIPF-771229-LU1 (19 y 29) [755,1477,933,1531]
legal-notice [252,1013,480,1235]
notice-signature: LIC. HERMENEGILDO CASTILLO MARTINEZ NOTARIO PÚBLICO, TITULAR DE NOTARIA PÚBLICA No. 87 CAMH670812GN4 (19 y 29) [254,1453,478,1506]
notice-heading: PUBLICACIÓN NOTARIAL [313,1239,419,1249]
legal-notice [492,65,719,345]
notice-heading: EDICTO [111,1259,143,1269]
notice-body: Cadereyta Jiménez, Nuevo León.- Ante el suscrito Notario Público, compareció el ciudadano RICARDO NATIVIDAD RIOS MARROQUIN en representación de la señora MARIA HILARIA LOPEZ CUELLAR y sus hijas KARINA MARIA PACHECO LOPEZ y BRENDA LIDIA PACHECO LOPEZ, solicitando la Tramitación del PROCEDIMIENTO SUCESORIO DE INTESTADO EXTRAJUDICIAL A BIENES DEL SEÑOR FRANCISCO ANTONIO PACHECO LOPEZ Y/O FRANCISCO PACHECO LOPEZ, en fecha 27 días del mes de Mayo de 2026, asentado bajo el Acta Fuera de Protocolo número (134/24,555/2026), exhibiéndome el Acta de Defunción correspondiente, en el cual se nombra a los comparecientes como Únicos y Universales Herederos, manifestando que aceptan la herencia, se reconocen entre sí sus derechos hereditarios, y además la ciudadana MARIA HILARIA LOPEZ CUELLAR como Albacea de la sucesión quien a su vez procederá a formar el inventario de los Bienes. En cumplimiento de los artículos (881) ochocientos ochenta y uno y (882) ochocientos ochenta y dos del Código de Procedimientos Civiles vigente en el Estado se publica el presente aviso en uno de los periódicos de mayor circulación en el Estado, por (2) dos veces de (10) diez en (10) diez días. [969,302,1197,561]
notice-signature: LIC. BERNABÉ ALEJANDRO DEL VALLE GOMEZ NOTARIO PÚBLICO NÚMERO 139 VAGB-850122-F25 (19 y 29) [270,966,462,1008]
notice-heading: EDICTO [827,65,861,74]
column-2 [247,61,486,2565]
notice-heading: AVISO NOTARIAL [569,349,641,359]
notice-body: Con fecha 26 de mayo del 2026 se presentó en esta notaría los señores Norma Alicia, Javier Alejandro, Rolando, José Ángel de apellidos Hernández Longoria denunciando la Sucesión Intestada a bienes del señor ROLANDO JAVIER CAVAZOS CAVAZOS. Exhibiendo la Acta de defunción de el autor de la Sucesión Intestamentaria donde los herederos y albacea Con fundamento en lo dispuesto en el párrafo final del artículo 882 del Código de Procedimientos Civiles de Nuevo León, se da a conocer por medio de dos publicaciones que se harán de diez en diez días en el periódico EL PORVENIR, que se edita en Monterrey, Nuevo León, que los herederos aceptan la herencia y que van a proceder a formular el inventario de los bienes de la herencia. APODACA, NUEVO LEON A 8 DE JUNIO DEL 2026 [1208,1249,1436,1413]
notice-heading: AVISO NOTARIAL [330,1511,402,1521]
notice-signature: LIC. MARIA DE LOURDES GARZA VILLARREAL NOTARIO PÚBLICO NÚMERO 39 GAVL-601119-GI7 (19 y 29) [272,550,460,593]
notice-body: Yo, Licenciado HERMENEGILDO CASTILLO MARTÍNEZ, Notario Público, Titular de la Notaría Pública Número 87, con ejercicio en el Primer Distrito Registral en el Estado, HAGO CONSTAR: Que con fecha 28 de Mayo de 2026, se inició Procedimiento Sucesorio Testamentario a Bienes de AMELIA BENAVIDES GONZALEZ, denunciado por MARTHA ALICIA, SYLVIA, GUILLERMO, MARIA AMELIA, CESAR, ROSA MARIA, RUBEN, MARIA LAURA, IRENE SONIA, MIGUEL ANGEL Y ALEJANDRO todos de apellidos FLORES BENAVIDES y LINDA LIANA SALINAS CASTILLO, como Únicos y Universales Herederos, la primera como ALBACEA quien protestó su fiel y legal desempeño y procederá a formular el Inventario de los bienes correspondientes. La presente publicación se hará dos veces de diez en diez días en el Periódico El Porvenir, de acuerdo a lo que establece el artículo 882 del Código de Procedimientos Civiles del Estado en vigor. Cd. Guadalupe, Nuevo León, a 10 de junio de 2026. [252,1249,480,1450]
legal-notice [252,1239,480,1506]
notice-body: Con fecha 15-quince de junio del 2026-dos mil veintiséis se inició en esta Notaría Pública a mi cargo la Tramitación de la Vía Extrajudicial de la señora MA. CONCEPCION HERNANDEZ BUSTILLOS, también conocida como MARIA CONCEPCION HERNANDEZ BUSTILLOS, compareciendo los señores MIGUEL ANGEL MARTINEZ HERNANDEZ, la señora BLANCA ESTHELA MARTINEZ HERNANDEZ, representada por su Apoderada señora NANCY GABRIELA CAUDILLO MARTINEZ, la señora ROSA NELLY MARTINEZ HERNANDEZ, la señora PATRICIA MARTINEZ HERNANDEZ, la señora GLORIA LUISA MARTINEZ HERNANDEZ, y la señora MARTINA MAYRA SAUCEDO HERNANDEZ, manifestaron ser los Únicos y Universales Herederos, reconociéndose sus derechos hereditarios, aceptando la Herencia, y designando como Albacea a la heredera señora MARTINA MAYRA SAUCEDO HERNANDEZ, quien aceptó y protestó desempeñarlo fiel y legalmente, agregando que en su oportunidad procederá a formular el Inventario de los Bienes de la Herencia. Lo que se publicará por dos veces de diez en diez días en el Diario "El Porvenir" que se edita en esta Entidad, conforme lo dispone el Artículo 882 del Código de Procedimientos Civiles vigente en el Estado. Monterrey, Nuevo León, a 17 de Junio de 2026 [1208,680,1436,950]
notice-signature: LIC. EVARISTO OCAÑAS MÉNDEZ NOTARIO PÚBLICO NÚMERO 51 (19 y 29) [1015,255,1151,287]
notice-body: Con fecha 26 de mayo del 2026 se presentó en esta notaría los señores Oscar Salazar Sánchez, Oscar Mauricio y Patricio Andres de apellidos Salazar Sandoval denunciando la Sucesión Intestada a bienes de la señora NORA LETICIA SANDOVAL SANTOS. Exhibiendo la Acta de defunción de el autor de la Sucesión Intestamentaria donde los herederos y albacea Con fundamento en lo dispuesto en el párrafo final del artículo 882 del Código de Procedimientos Civiles de Nuevo León, se da a conocer por medio de dos publicaciones que se harán de diez en diez días en el periódico EL PORVENIR, que se edita en Monterrey, Nuevo León, que los herederos aceptan la herencia y que van a proceder a formular el inventario de los bienes de la herencia. APODACA, NUEVO LEON A 8 DE JUNIO DEL 2026 [1208,1012,1436,1176]
notice-heading: AVISO NOTARIAL [569,65,641,74]
legal-notice [1208,65,1436,428]
legal-notice [969,1240,1197,1496]
notice-signature: LICENCIADO MANUEL ÁNGEL VILLALÓN SALAZAR NOTARIO PÚBLICO NÚMERO 100 VISM530228TW2 SÉPTIMO DISTRITO (19 y 29) [24,929,230,982]
notice-heading: AVISO NOTARIAL [1285,1475,1359,1485]
notice-signature: LICENCIADO FEDERICO GARZA ARIZPE TITULAR DE LA NOTARÍA PÚBLICA 134 SEGUNDO DISTRITO EN EL ESTADO (19 y 29) [524,301,686,344]
newspaper-name: El Porvenir [1230,7,1407,48]
notice-body: Con fecha 03 (tres) de junio del año 2026 (dos mil veintiséis) se presentó en esta Notaría la señora ADRIANA CECILIA CHAVEZ HERNANDEZ y los señores FIDEL CHAVEZ HERNANDEZ, DANIEL CHAVEZ HERNANDEZ en su carácter de Hijos de los cujus, denunciando el PROCEDIMIENTO INTESTAMENTARIO ACUMULADO VÍA EXTRAJUDICIAL A BIENES DEL SEÑOR FIDEL CHAVEZ CERVANTES y la señora JUANA HERNANDEZ CAMPOS, acreditando ante la Suscrita Notario el fallecimiento de los mismos, siendo su último domicilio y demás declaraciones de Ley, lo cual lo acredita mediante el Acta Fuera de Protocolo número (039/51,275/2026 (CERO TREINTA Y NUEVE DIAGONAL CINCUENTA Y UN MIL DOSCIENTOS SETENTA Y CINCO DIAGONAL DOS MIL VEINTISEIS) designándose como Únicos y Universales Herederos a la señora ADRIANA CECILIA CHAVEZ HERNANDEZ y los señores FIDEL CHAVEZ HERNANDEZ, DANIEL CHAVEZ HERNANDEZ. Por lo que se ordenan dos publicaciones que se harán de diez en diez días en el periódico El Porvenir que se edita en esta ciudad. Lo anterior de conformidad con los artículos 881 y 882 del Código de Procedimientos Civiles vigente en el Estado. [730,705,958,964]
notice-signature: LIC. JORGE ALBERTO RAMOS URENA TITULAR NOTARÍA PÚBLICA NÚMERO 94. GARCÍA, NUEVO LEÓN - MEXICO. (19 y 29) [44,1709,210,1752]
notice-heading: EDICTO [1066,65,1099,74]
notice-signature: LIC. FRANCISCO GONZÁLEZ QUINTANILLA NOTARIO PÚBLICO NÚMERO 92 (19 y 29) [757,361,930,393]
legal-notice [13,763,241,983]
masthead-rule [8,53,1441,55]
column-6 [1203,61,1441,2565]
legal-notice [252,301,480,594]
legal-notice [730,1015,957,1270]
notice-body: Con fecha (22) veintidós de Mayo del (2026) dos mil veintiséis, queda iniciado en esta Notaría Pública Número (51) cincuenta y uno a cargo del suscrito, el Juicio Administrativo a bienes de SABAS CANAVATI FARES, denunciado por los señores TANIA DAHUABE MARTINEZ Y DIEGO CANAVATI DAHUABE, como Únicos y Universales Herederos y TANIA DAHUABE MARTINEZ Como Albacea, quienes me expresaron aceptar la herencia, y la primera el cargo de albacea conferido a su favor, comprometiéndose a formular oportunamente el inventario y avalúo correspondiente. Lo que se publica en el Diario "El Porvenir" por dos veces de diez en diez días, en cumplimiento a lo dispuesto por el Artículo 882 (ochocientos ochenta y dos del Código de Procedimientos Civiles vigente en el Estado. Monterrey, N.L. a 22 de Mayo de 2026 [969,76,1197,251]
notice-signature: LIC. FRANCISCO JAVIER ELIZONDO PINEDA NOTARIO PÚBLICO TITULAR NÚMERO 83 EIPF-771229-LU1 (19 y 29) [516,1701,694,1755]
notice-body: Cadereyta Jiménez, Nuevo León.- Ante el suscrito Notario Público, compareció la señora ANA ELENA MEJIA CUELLAR y sus hijos LUIS FERNANDO TELLO MEJIA y GUILLERMO ARTURO TELLO MEJIA, solicitando la Tramitación del PROCEDIMIENTO SUCESORIO DE INTESTADO EXTRAJUDICIAL A BIENES DEL SEÑOR GUILLERMO TELLO FLORES, en fecha 06 días del mes de Junio de 2026, asentado bajo el Acta Fuera de Protocolo número (134/24,750/2026), exhibiéndome el Acta de Defunción correspondiente, en el cual se nombra a los comparecientes como Únicos y Universales Herederos, manifestando que aceptan la herencia, se reconocen entre sí sus derechos hereditarios, y además la ciudadana ANA ELENA MEJIA CUELLAR como Albacea de la sucesión quien a su vez procederá a formar el inventario de los Bienes. En cumplimiento de los artículos (881) ochocientos ochenta y uno y (882) ochocientos ochenta y dos del Código de Procedimientos Civiles vigente en el Estado se publica el presente aviso en uno de los periódicos de mayor circulación en el Estado, por (2) dos veces de (10) diez en (10) diez días. [730,408,958,643]
page-number: 7 [1416,7,1433,48]
newspaper-logo [1230,6,1433,49]
legal-notice [969,65,1197,287]
notice-heading: AVISO NOTARIAL [90,762,164,772]
notice-signature: LICENCIADO FEDERICO GARZA ARIZPE TITULAR DE LA NOTARÍA PÚBLICA 134 SEGUNDO DISTRITO EN EL ESTADO (19 y 29) [1003,1193,1163,1235]
notice-heading: EDICTO [111,65,143,74]
notice-signature: LIC. FRANCISCO JAVIER ELIZONDO PINEDA NOTARIO PÚBLICO TITULAR NÚMERO 83 EIPF-771229-LU1 (19 y 29) [1233,1416,1411,1470]
legal-notice [252,598,480,1009]
legal-notice [492,1239,719,1495]
legal-notice [492,1499,719,1755]
notice-heading: EDICTO [111,987,143,997]
